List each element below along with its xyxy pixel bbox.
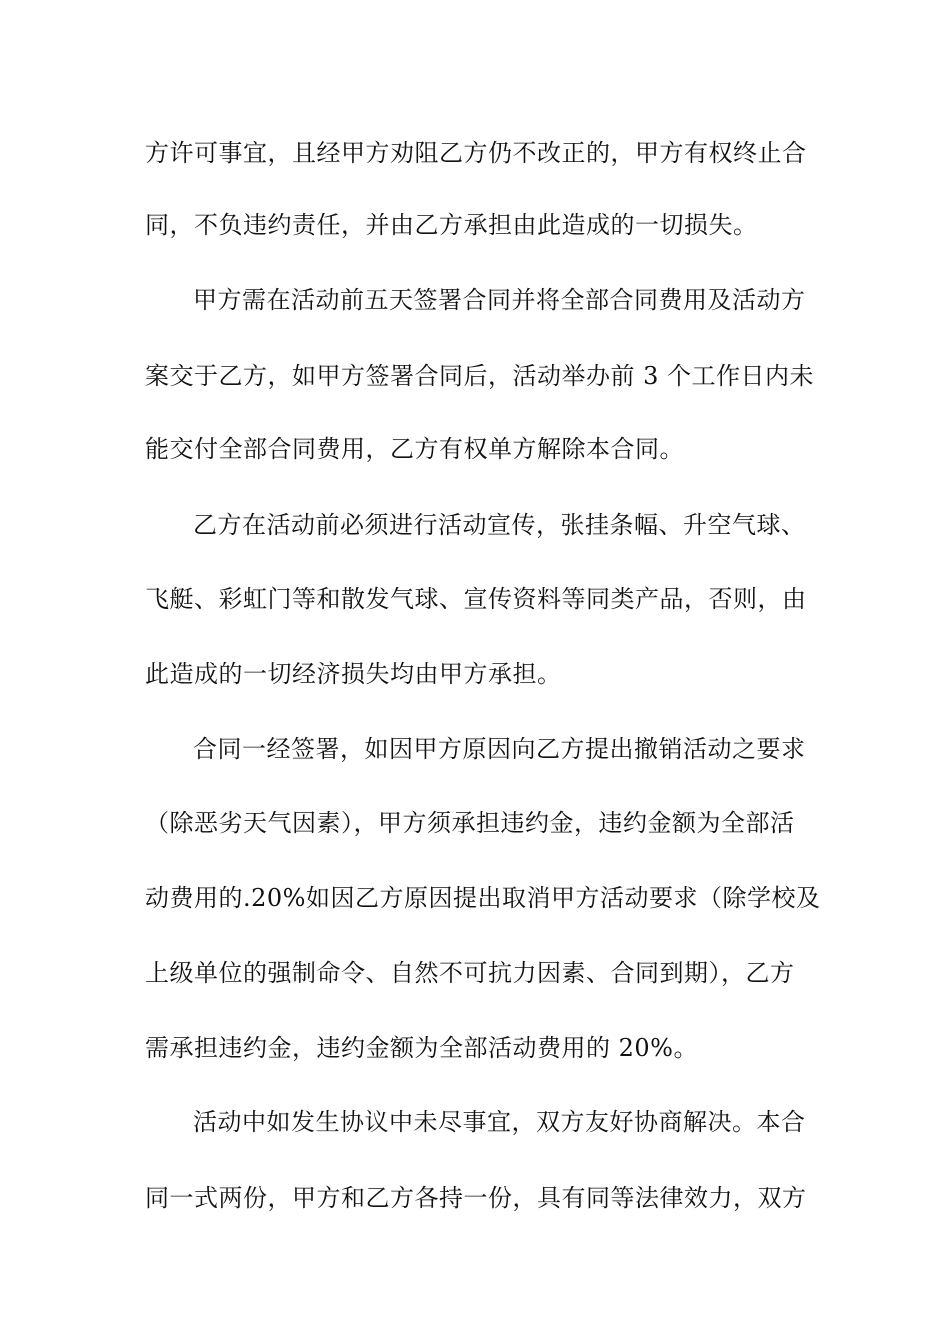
paragraph-start-line: 乙方在活动前必须进行活动宣传，张挂条幅、升空气球、 bbox=[193, 511, 806, 539]
text-line: 上级单位的强制命令、自然不可抗力因素、合同到期），乙方 bbox=[145, 959, 795, 987]
paragraph-start-line: 甲方需在活动前五天签署合同并将全部合同费用及活动方 bbox=[193, 286, 806, 314]
text-line: 此造成的一切经济损失均由甲方承担。 bbox=[145, 660, 562, 688]
text-line: （除恶劣天气因素），甲方须承担违约金，违约金额为全部活 bbox=[145, 809, 795, 837]
text-line: 能交付全部合同费用，乙方有权单方解除本合同。 bbox=[145, 435, 684, 463]
text-line: 同一式两份，甲方和乙方各持一份，具有同等法律效力，双方 bbox=[145, 1184, 807, 1212]
text-line: 同，不负违约责任，并由乙方承担由此造成的一切损失。 bbox=[145, 211, 758, 239]
text-line: 动费用的.20%如因乙方原因提出取消甲方活动要求（除学校及 bbox=[145, 884, 821, 912]
paragraph-start-line: 活动中如发生协议中未尽事宜，双方友好协商解决。本合 bbox=[193, 1108, 806, 1136]
text-line: 案交于乙方，如甲方签署合同后，活动举办前 3 个工作日内未 bbox=[145, 362, 815, 390]
text-line: 飞艇、彩虹门等和散发气球、宣传资料等同类产品，否则，由 bbox=[145, 585, 807, 613]
paragraph-start-line: 合同一经签署，如因甲方原因向乙方提出撤销活动之要求 bbox=[193, 735, 806, 763]
text-line: 方许可事宜，且经甲方劝阻乙方仍不改正的，甲方有权终止合 bbox=[145, 139, 807, 167]
text-line: 需承担违约金，违约金额为全部活动费用的 20%。 bbox=[145, 1034, 698, 1062]
